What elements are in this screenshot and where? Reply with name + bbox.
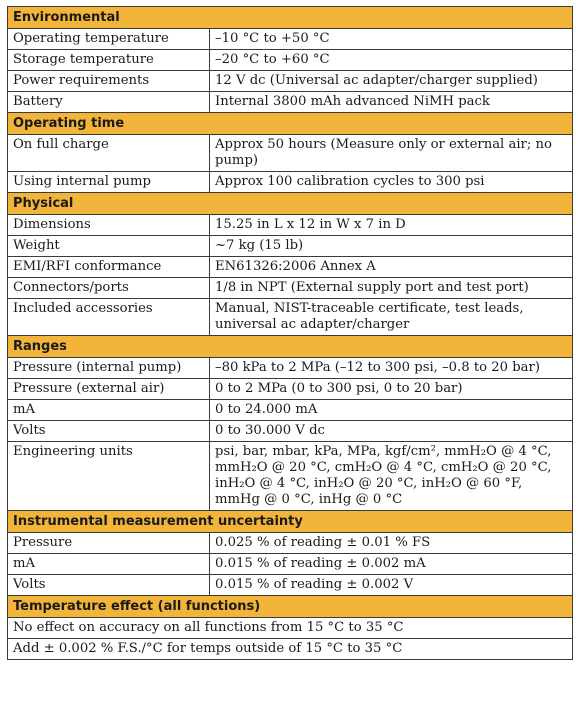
spec-value: 0 to 24.000 mA (210, 400, 573, 421)
spec-value: Approx 100 calibration cycles to 300 psi (210, 172, 573, 193)
spec-row (8, 236, 573, 257)
spec-row (8, 71, 573, 92)
spec-value: 0 to 30.000 V dc (210, 421, 573, 442)
spec-value: 1/8 in NPT (External supply port and test port) (210, 278, 573, 299)
note-row (8, 639, 573, 660)
spec-row (8, 575, 573, 596)
spec-label: Pressure (internal pump) (8, 358, 210, 379)
spec-label: Pressure (8, 533, 210, 554)
spec-row (8, 50, 573, 71)
spec-value: ~7 kg (15 lb) (210, 236, 573, 257)
spec-value: 12 V dc (Universal ac adapter/charger supplied) (210, 71, 573, 92)
section-header (8, 336, 573, 358)
spec-label: Weight (8, 236, 210, 257)
note-text: No effect on accuracy on all functions from 15 °C to 35 °C (8, 618, 573, 639)
section-title: Environmental (8, 7, 573, 29)
section-title: Instrumental measurement uncertainty (8, 511, 573, 533)
spec-label: On full charge (8, 135, 210, 172)
section-title: Physical (8, 193, 573, 215)
specifications-table (7, 6, 573, 660)
spec-value: 0.025 % of reading ± 0.01 % FS (210, 533, 573, 554)
spec-value: Manual, NIST-traceable certificate, test leads, universal ac adapter/charger (210, 299, 573, 336)
spec-row (8, 92, 573, 113)
spec-row (8, 278, 573, 299)
spec-row (8, 358, 573, 379)
spec-row (8, 554, 573, 575)
spec-label: Power requirements (8, 71, 210, 92)
spec-value: EN61326:2006 Annex A (210, 257, 573, 278)
spec-value: 0 to 2 MPa (0 to 300 psi, 0 to 20 bar) (210, 379, 573, 400)
spec-label: Operating temperature (8, 29, 210, 50)
spec-label: Storage temperature (8, 50, 210, 71)
spec-row (8, 172, 573, 193)
spec-value: 15.25 in L x 12 in W x 7 in D (210, 215, 573, 236)
section-title: Operating time (8, 113, 573, 135)
section-header (8, 596, 573, 618)
spec-label: Volts (8, 575, 210, 596)
spec-row (8, 215, 573, 236)
spec-row (8, 379, 573, 400)
spec-value: psi, bar, mbar, kPa, MPa, kgf/cm², mmH₂O @ 4 °C, mmH₂O @ 20 °C, cmH₂O @ 4 °C, cmH₂O @ 20 °C, inH₂O @ 4 °C, inH₂O @ 20 °C, inH₂O @ 60 °F, mmHg @ 0 °C, inHg @ 0 °C (210, 442, 573, 511)
spec-value: –20 °C to +60 °C (210, 50, 573, 71)
note-row (8, 618, 573, 639)
section-header (8, 113, 573, 135)
spec-label: Battery (8, 92, 210, 113)
section-title: Ranges (8, 336, 573, 358)
spec-label: Volts (8, 421, 210, 442)
spec-label: mA (8, 554, 210, 575)
spec-label: Using internal pump (8, 172, 210, 193)
note-text: Add ± 0.002 % F.S./°C for temps outside of 15 °C to 35 °C (8, 639, 573, 660)
section-header (8, 511, 573, 533)
spec-value: Internal 3800 mAh advanced NiMH pack (210, 92, 573, 113)
section-header (8, 193, 573, 215)
spec-value: –10 °C to +50 °C (210, 29, 573, 50)
spec-label: mA (8, 400, 210, 421)
spec-label: Engineering units (8, 442, 210, 511)
spec-row (8, 29, 573, 50)
spec-label: EMI/RFI conformance (8, 257, 210, 278)
spec-label: Pressure (external air) (8, 379, 210, 400)
spec-label: Included accessories (8, 299, 210, 336)
spec-row (8, 135, 573, 172)
section-header (8, 7, 573, 29)
spec-value: Approx 50 hours (Measure only or external air; no pump) (210, 135, 573, 172)
spec-row (8, 442, 573, 511)
spec-row (8, 400, 573, 421)
spec-row (8, 257, 573, 278)
spec-value: –80 kPa to 2 MPa (–12 to 300 psi, –0.8 to 20 bar) (210, 358, 573, 379)
spec-row (8, 533, 573, 554)
spec-row (8, 421, 573, 442)
spec-value: 0.015 % of reading ± 0.002 V (210, 575, 573, 596)
spec-value: 0.015 % of reading ± 0.002 mA (210, 554, 573, 575)
spec-label: Connectors/ports (8, 278, 210, 299)
spec-label: Dimensions (8, 215, 210, 236)
spec-row (8, 299, 573, 336)
section-title: Temperature effect (all functions) (8, 596, 573, 618)
